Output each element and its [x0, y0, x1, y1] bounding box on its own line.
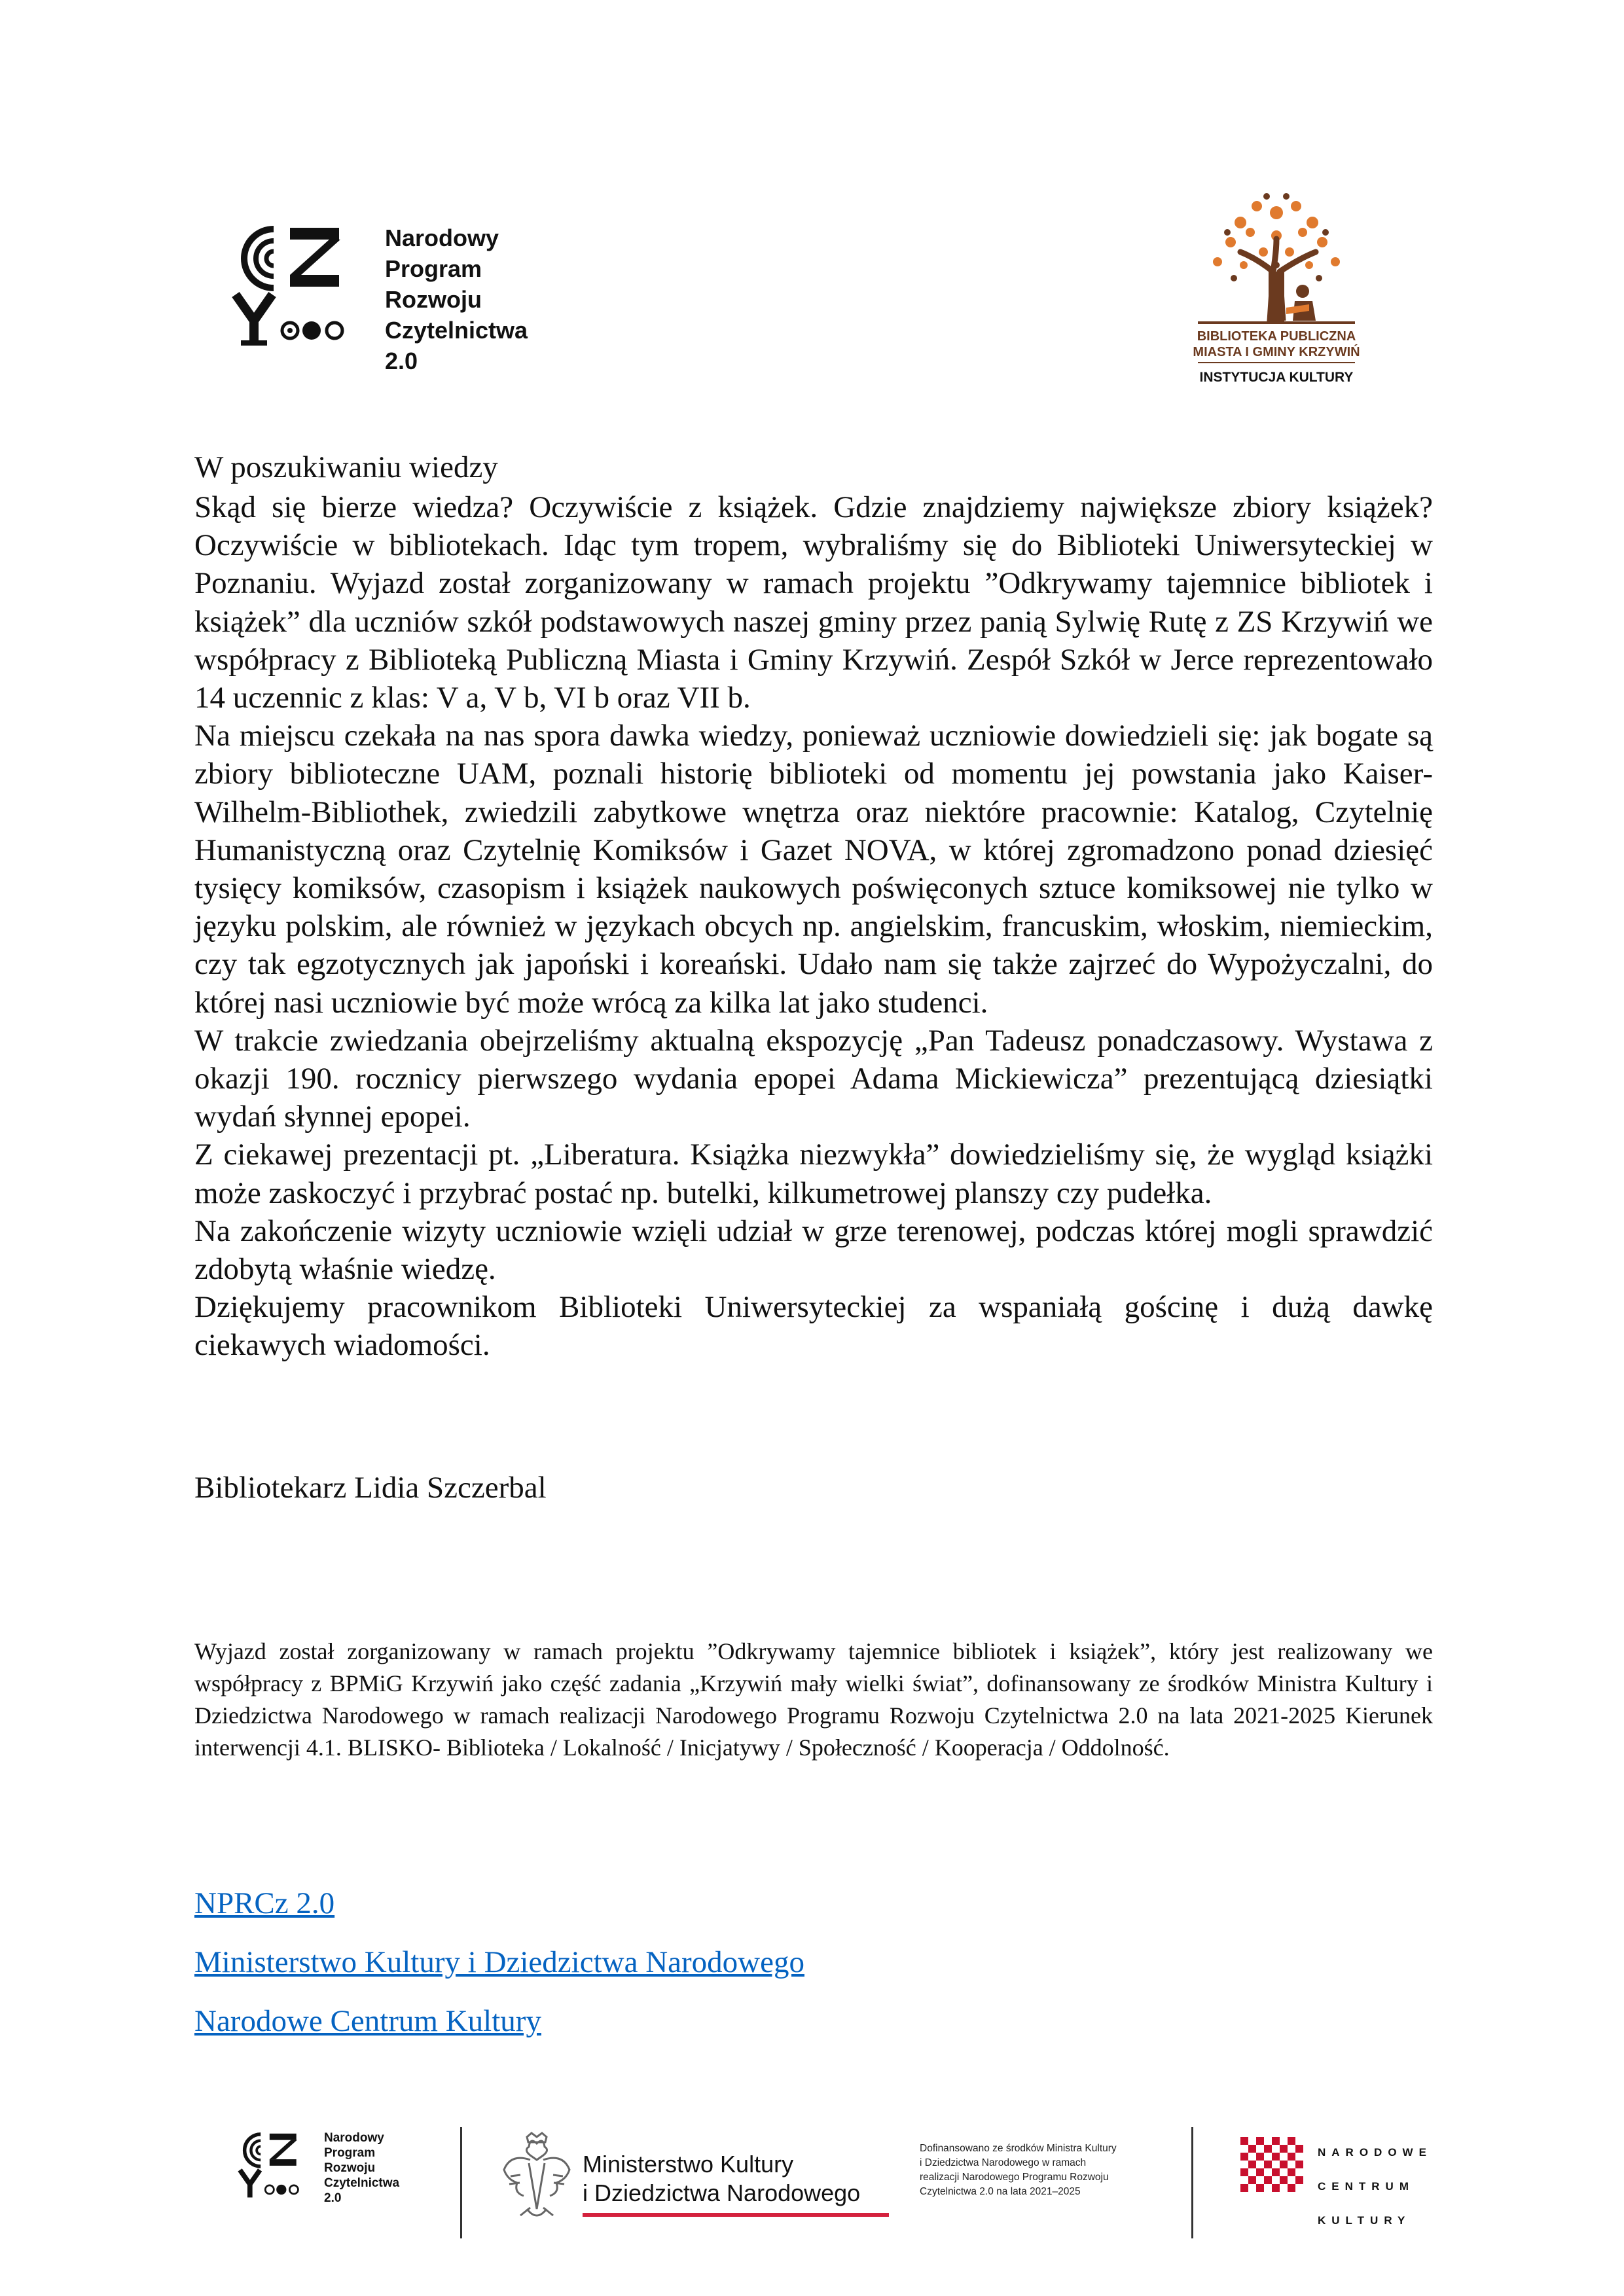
paragraph: Z ciekawej prezentacji pt. „Liberatura. Książka niezwykła” dowiedzieliśmy się, że wygląd książki może zaskoczyć i przybrać postać np. butelki, kilkumetrowej planszy czy pudełka.: [194, 1138, 1433, 1210]
nprcz-logo-text: [385, 223, 528, 376]
funded-line: Czytelnictwa 2.0 na lata 2021–2025: [920, 2186, 1081, 2197]
library-subtitle: INSTYTUCJA KULTURY: [1199, 370, 1354, 385]
funded-line: Dofinansowano ze środków Ministra Kultury: [920, 2143, 1117, 2154]
mkidn-line: i Dziedzictwa Narodowego: [583, 2179, 861, 2206]
paragraph: Na miejscu czekała na nas spora dawka wiedzy, ponieważ uczniowie dowiedzieli się: jak bogate są zbiory biblioteczne UAM, poznali historię biblioteki od momentu jej powstania jako Kaiser-Wilhelm-Bibliothek, zwiedzili zabytkowe wnętrza oraz niektóre pracownie: Katalog, Czytelnię Humanistyczną oraz Czytelnię Komiksów i Gazet NOVA, w której zgromadzono ponad dziesięć tysięcy komiksów, czasopism i książek naukowych poświęconych sztuce komiksowej nie tylko w języku polskim, ale również w językach obcych np. angielskim, francuskim, włoskim, niemieckim, czy tak egzotycznych jak japoński i koreański. Udało nam się także zajrzeć do Wypożyczalni, do której nasi uczniowie być może wrócą za kilka lat jako studenci.: [194, 719, 1433, 1020]
footer-nprcz-text: [324, 2130, 399, 2206]
link-mkidn[interactable]: Ministerstwo Kultury i Dziedzictwa Narodowego: [194, 1945, 804, 1979]
footer-divider: [1191, 2127, 1193, 2238]
nprcz-line: Program: [385, 255, 482, 282]
nprcz-line: Czytelnictwa: [385, 317, 528, 344]
nprcz-line: Rozwoju: [385, 286, 482, 313]
mkidn-logo: [497, 2130, 890, 2242]
nprcz-line: Narodowy: [385, 224, 499, 251]
nprcz-line: Czytelnictwa: [324, 2176, 400, 2190]
nprcz-line: 2.0: [385, 348, 418, 374]
document-title: W poszukiwaniu wiedzy: [194, 450, 498, 484]
mkidn-red-bar: [583, 2213, 889, 2217]
funded-by-text: [920, 2142, 1168, 2199]
paragraph: W trakcie zwiedzania obejrzeliśmy aktualną ekspozycję „Pan Tadeusz ponadczasowy. Wystawa z okazji 190. rocznicy pierwszego wydania epopei Adama Mickiewicza” prezentującą dziesiątki wydań słynnej epopei.: [194, 1023, 1433, 1134]
nprcz-line: 2.0: [324, 2191, 342, 2205]
nprcz-line: Rozwoju: [324, 2161, 376, 2175]
library-name-line1: BIBLIOTEKA PUBLICZNA: [1197, 329, 1356, 344]
nprcz-mark-icon: [236, 2130, 314, 2202]
paragraph: Na zakończenie wizyty uczniowie wzięli udział w grze terenowej, podczas której mogli sprawdzić zdobytą właśnie wiedzę.: [194, 1213, 1433, 1287]
nprcz-mark-icon: [228, 223, 372, 353]
funded-line: i Dziedzictwa Narodowego w ramach: [920, 2157, 1087, 2168]
eagle-emblem-icon: [497, 2130, 576, 2229]
article-body: [194, 488, 1433, 1365]
footer-divider: [460, 2127, 462, 2238]
funding-note: Wyjazd został zorganizowany w ramach projektu ”Odkrywamy tajemnice bibliotek i książek”, który jest realizowany we współpracy z BPMiG Krzywiń jako część zadania „Krzywiń mały wielki świat”, dofinansowany ze środków Ministra Kultury i Dziedzictwa Narodowego w ramach realizacji Narodowego Programu Rozwoju Czytelnictwa 2.0 na lata 2021-2025 Kierunek interwencji 4.1. BLISKO- Biblioteka / Lokalność / Inicjatywy / Społeczność / Kooperacja / Oddolność.: [194, 1638, 1433, 1761]
nck-logo: [1240, 2130, 1450, 2242]
nprcz-logo: [228, 223, 555, 380]
nck-pattern-icon: [1240, 2130, 1306, 2202]
paragraph: Skąd się bierze wiedza? Oczywiście z książek. Gdzie znajdziemy największe zbiory książek? Oczywiście w bibliotekach. Idąc tym tropem, wybraliśmy się do Biblioteki Uniwersyteckiej w Poznaniu. Wyjazd został zorganizowany w ramach projektu ”Odkrywamy tajemnice bibliotek i książek” dla uczniów szkół podstawowych naszej gminy przez panią Sylwię Rutę z ZS Krzywiń we współpracy z Biblioteką Publiczną Miasta i Gminy Krzywiń. Zespół Szkół w Jerce reprezentowało 14 uczennic z klas: V a, V b, VI b oraz VII b.: [194, 490, 1433, 715]
nprcz-line: Program: [324, 2146, 376, 2160]
link-nprcz[interactable]: NPRCz 2.0: [194, 1886, 335, 1920]
nck-line: CENTRUM: [1318, 2180, 1415, 2193]
tree-reader-icon: [1178, 173, 1375, 396]
mkidn-line: Ministerstwo Kultury: [583, 2151, 794, 2178]
mkidn-name: [583, 2150, 860, 2208]
nprcz-line: Narodowy: [324, 2131, 384, 2145]
library-logo: [1178, 173, 1375, 396]
funded-line: realizacji Narodowego Programu Rozwoju: [920, 2172, 1109, 2183]
link-nck[interactable]: Narodowe Centrum Kultury: [194, 2004, 541, 2038]
paragraph: Dziękujemy pracownikom Biblioteki Uniwersyteckiej za wspaniałą gościnę i dużą dawkę ciekawych wiadomości.: [194, 1290, 1433, 1363]
nck-name: [1318, 2136, 1432, 2238]
signature: Bibliotekarz Lidia Szczerbal: [194, 1471, 547, 1505]
nck-line: NARODOWE: [1318, 2146, 1432, 2159]
nck-line: KULTURY: [1318, 2214, 1411, 2227]
library-name-line2: MIASTA I GMINY KRZYWIŃ: [1193, 345, 1360, 359]
footer-nprcz-logo: [236, 2130, 439, 2242]
